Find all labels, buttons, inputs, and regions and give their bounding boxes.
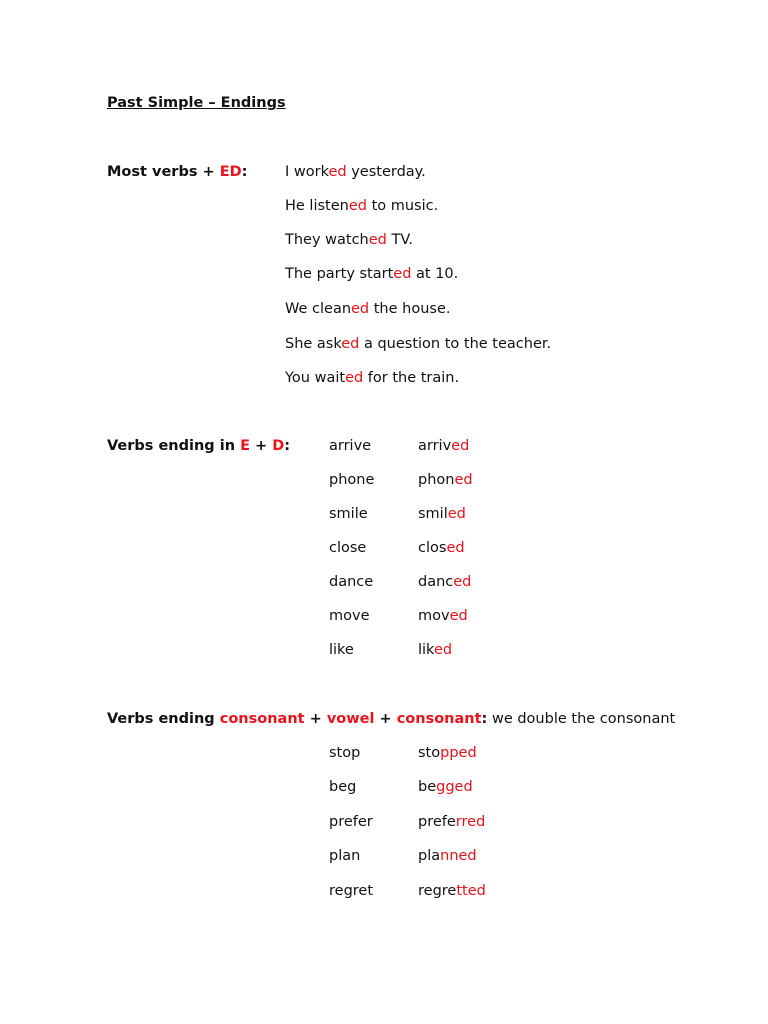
sentence-ending: ed [393,266,412,282]
verb-stem: smil [418,506,448,522]
verb-past [418,505,466,523]
sentence-end: at 10. [411,266,459,282]
sentence-ending: ed [345,370,364,386]
label-text: Verbs ending [107,711,220,727]
sentence-end: yesterday. [346,164,426,180]
example-sentence [285,163,426,181]
verb-base: close [329,540,367,556]
sentence-start: They watch [285,232,369,248]
verb-past [418,778,473,796]
verb-stem: clos [418,540,447,556]
sentence-start: The party start [285,266,394,282]
verb-past [418,437,469,455]
verb-ending: ed [453,574,472,590]
section-most-verbs-label [107,163,247,181]
verb-past [418,607,468,625]
page-title: Past Simple – Endings [107,95,286,111]
verb-stem: mov [418,608,450,624]
verb-base: smile [329,506,368,522]
label-explanation: we double the consonant [487,711,676,727]
label-highlight-consonant-2: consonant [396,711,482,727]
label-colon: : [284,438,291,454]
verb-base: like [329,642,354,658]
sentence-ending: ed [348,198,367,214]
label-text: Most verbs + [107,164,220,180]
example-sentence [285,369,459,387]
verb-stem: be [418,779,437,795]
sentence-start: You wait [285,370,346,386]
sentence-end: to music. [366,198,439,214]
verb-base: plan [329,848,361,864]
verb-base: arrive [329,438,372,454]
verb-stem: prefe [418,814,456,830]
verb-stem: pla [418,848,441,864]
sentence-start: She ask [285,336,342,352]
example-sentence [285,335,551,353]
verb-ending: pped [440,745,477,761]
label-colon: : [241,164,248,180]
verb-stem: regre [418,883,457,899]
verb-past [418,471,473,489]
sentence-ending: ed [328,164,347,180]
label-plus-2: + [374,711,397,727]
label-highlight-vowel: vowel [326,711,375,727]
verb-base: regret [329,883,374,899]
verb-ending: ed [451,438,470,454]
sentence-end: for the train. [363,370,460,386]
verb-stem: sto [418,745,441,761]
verb-past [418,847,477,865]
label-plus: + [249,438,273,454]
example-sentence [285,265,458,283]
label-colon: : [481,711,488,727]
verb-ending: nned [440,848,477,864]
verb-past [418,539,465,557]
label-plus-1: + [304,711,327,727]
sentence-end: TV. [386,232,414,248]
sentence-ending: ed [368,232,387,248]
label-text: Verbs ending in [107,438,241,454]
verb-base: dance [329,574,374,590]
sentence-ending: ed [341,336,360,352]
verb-stem: arriv [418,438,452,454]
verb-ending: gged [436,779,473,795]
label-highlight: ED [219,164,242,180]
verb-ending: ed [447,506,466,522]
sentence-end: the house. [369,301,451,317]
label-highlight-d: D [272,438,285,454]
verb-base: beg [329,779,357,795]
verb-past [418,641,452,659]
verb-base: stop [329,745,361,761]
sentence-start: We clean [285,301,352,317]
verb-ending: tted [456,883,486,899]
verb-base: prefer [329,814,373,830]
example-sentence [285,231,413,249]
verb-past [418,882,486,900]
section-e-d-label [107,437,290,455]
sentence-ending: ed [351,301,370,317]
sentence-end: a question to the teacher. [359,336,552,352]
example-sentence [285,300,451,318]
verb-ending: rred [455,814,486,830]
verb-stem: danc [418,574,454,590]
verb-ending: ed [446,540,465,556]
verb-ending: ed [449,608,468,624]
verb-base: move [329,608,370,624]
verb-base: phone [329,472,375,488]
verb-stem: phon [418,472,455,488]
example-sentence [285,197,438,215]
sentence-start: I work [285,164,329,180]
verb-ending: ed [454,472,473,488]
verb-ending: ed [433,642,453,658]
section-double-consonant-label [107,710,675,728]
label-highlight-e: E [240,438,250,454]
verb-past [418,573,471,591]
verb-stem: lik [418,642,434,658]
verb-past [418,813,485,831]
sentence-start: He listen [285,198,349,214]
label-highlight-consonant-1: consonant [219,711,305,727]
verb-past [418,744,477,762]
